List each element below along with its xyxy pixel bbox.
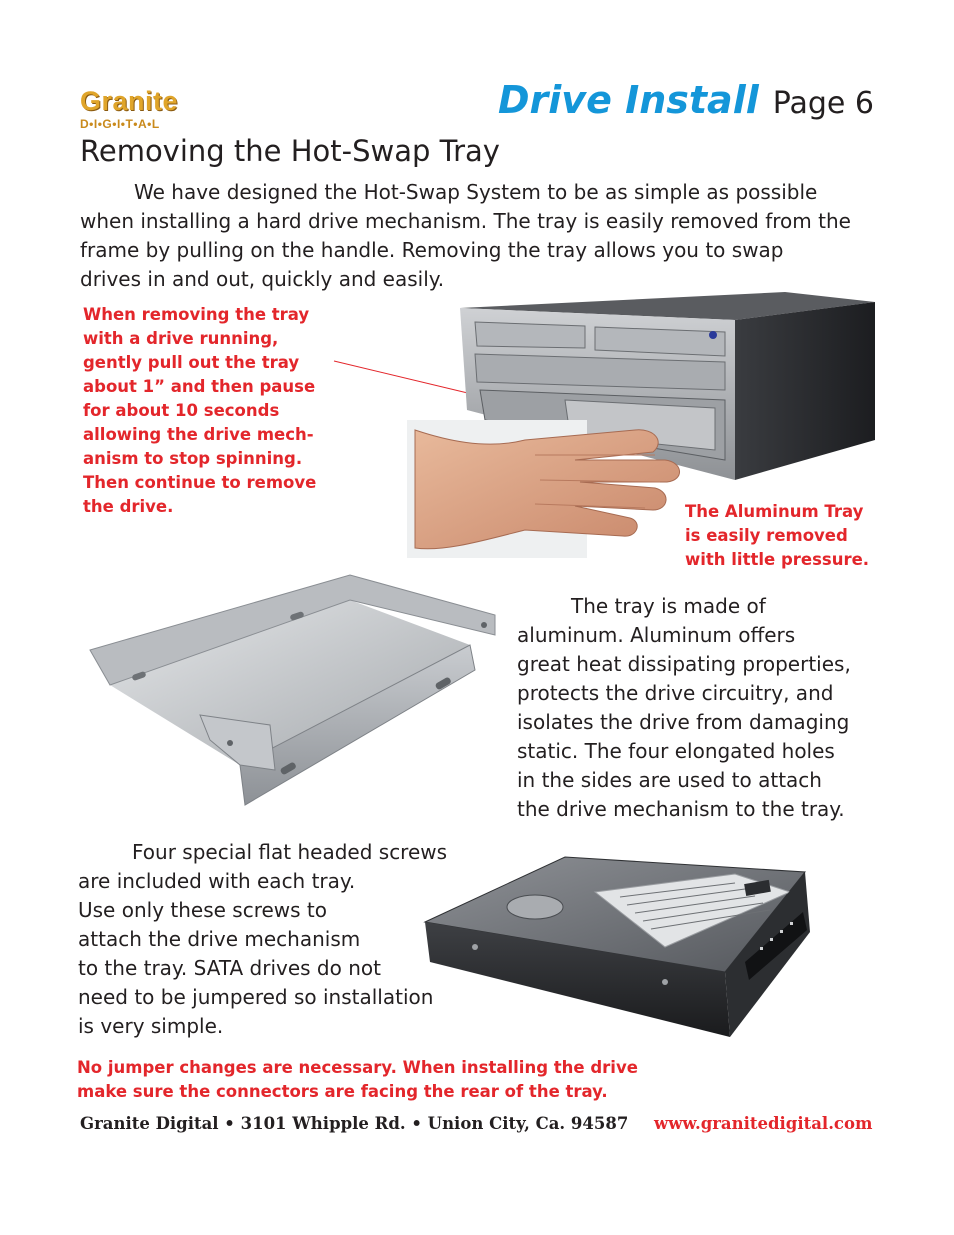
- warning-line: When removing the tray: [83, 305, 310, 324]
- aluminum-line: protects the drive circuitry, and: [517, 681, 834, 705]
- screws-line: need to be jumpered so installation: [78, 985, 434, 1009]
- title-drive-install: Drive Install: [498, 78, 759, 122]
- aluminum-paragraph: [517, 592, 887, 824]
- warning-line: with a drive running,: [83, 329, 279, 348]
- page-title: [498, 78, 874, 122]
- screws-line: are included with each tray.: [78, 869, 356, 893]
- tray-caption: [685, 500, 885, 572]
- intro-paragraph: [80, 178, 880, 294]
- intro-line: We have designed the Hot-Swap System to be as simple as possible: [134, 180, 818, 204]
- intro-line: frame by pulling on the handle. Removing the tray allows you to swap: [80, 238, 784, 262]
- logo-subtext: D•I•G•I•T•A•L: [80, 117, 160, 131]
- hard-drive-photo: [415, 852, 820, 1052]
- warning-line: the drive.: [83, 497, 174, 516]
- logo-wordmark: Granite: [80, 86, 179, 116]
- warning-note: [83, 303, 343, 519]
- intro-line: drives in and out, quickly and easily.: [80, 267, 445, 291]
- screws-line: to the tray. SATA drives do not: [78, 956, 381, 980]
- screws-line: attach the drive mechanism: [78, 927, 361, 951]
- screws-paragraph: [78, 838, 458, 1041]
- aluminum-line: The tray is made of: [571, 594, 766, 618]
- footer-address: Granite Digital • 3101 Whipple Rd. • Union City, Ca. 94587: [80, 1114, 629, 1133]
- warning-line: gently pull out the tray: [83, 353, 300, 372]
- warning-line: for about 10 seconds: [83, 401, 280, 420]
- jumper-line: No jumper changes are necessary. When installing the drive: [77, 1058, 638, 1077]
- warning-line: about 1” and then pause: [83, 377, 316, 396]
- screws-line: Four special flat headed screws: [132, 840, 448, 864]
- aluminum-line: in the sides are used to attach: [517, 768, 822, 792]
- screws-line: is very simple.: [78, 1014, 224, 1038]
- caption-line: The Aluminum Tray: [685, 502, 864, 521]
- aluminum-line: the drive mechanism to the tray.: [517, 797, 845, 821]
- page-number: Page 6: [772, 86, 874, 121]
- aluminum-line: isolates the drive from damaging: [517, 710, 850, 734]
- intro-line: when installing a hard drive mechanism. The tray is easily removed from the: [80, 209, 851, 233]
- aluminum-line: aluminum. Aluminum offers: [517, 623, 796, 647]
- warning-line: Then continue to remove: [83, 473, 317, 492]
- jumper-note: [77, 1056, 717, 1104]
- aluminum-line: static. The four elongated holes: [517, 739, 835, 763]
- footer-website-link[interactable]: www.granitedigital.com: [654, 1114, 873, 1133]
- section-heading: Removing the Hot-Swap Tray: [80, 134, 500, 168]
- caption-line: is easily removed: [685, 526, 848, 545]
- caption-line: with little pressure.: [685, 550, 870, 569]
- jumper-line: make sure the connectors are facing the rear of the tray.: [77, 1082, 608, 1101]
- warning-line: allowing the drive mech-: [83, 425, 314, 444]
- warning-line: anism to stop spinning.: [83, 449, 303, 468]
- aluminum-tray-photo: [80, 565, 500, 815]
- aluminum-line: great heat dissipating properties,: [517, 652, 851, 676]
- screws-line: Use only these screws to: [78, 898, 328, 922]
